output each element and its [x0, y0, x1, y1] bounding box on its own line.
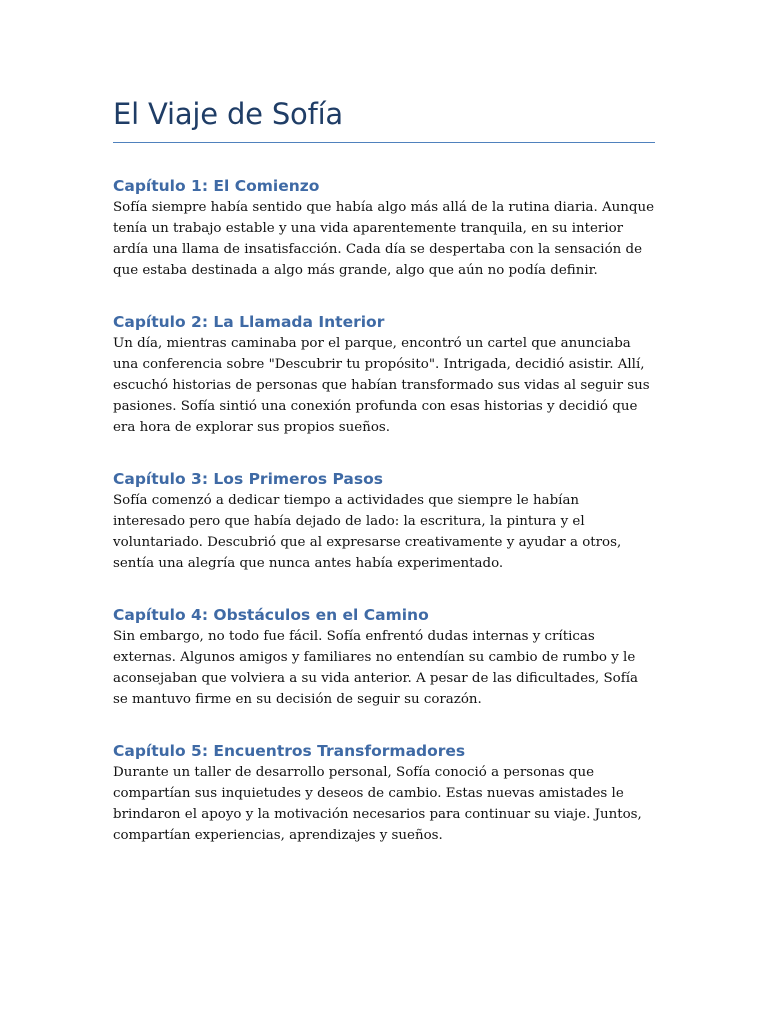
chapter-2	[113, 311, 655, 438]
chapter-1	[113, 175, 655, 281]
chapter-heading: Capítulo 1: El Comienzo	[113, 177, 320, 195]
document-page	[113, 94, 655, 846]
chapter-paragraph: Sofía siempre había sentido que había algo más allá de la rutina diaria. Aunque tenía un trabajo estable y una vida aparentemente tranquila, en su interior ardía una llama de insatisfacción. Cada día se despertaba con la sensación de que estaba destinada a algo más grande, algo que aún no podía definir.	[113, 200, 655, 278]
chapter-paragraph: Durante un taller de desarrollo personal, Sofía conoció a personas que compartían sus inquietudes y deseos de cambio. Estas nuevas amistades le brindaron el apoyo y la motivación necesarios para continuar su viaje. Juntos, compartían experiencias, aprendizajes y sueños.	[113, 765, 642, 843]
chapter-paragraph: Sin embargo, no todo fue fácil. Sofía enfrentó dudas internas y críticas externas. Algunos amigos y familiares no entendían su cambio de rumbo y le aconsejaban que volviera a su vida anterior. A pesar de las dificultades, Sofía se mantuvo firme en su decisión de seguir su corazón.	[113, 629, 638, 707]
document-title: El Viaje de Sofía	[113, 94, 655, 143]
chapter-paragraph: Sofía comenzó a dedicar tiempo a actividades que siempre le habían interesado pero que había dejado de lado: la escritura, la pintura y el voluntariado. Descubrió que al expresarse creativamente y ayudar a otros, sentía una alegría que nunca antes había experimentado.	[113, 493, 622, 571]
chapter-heading: Capítulo 3: Los Primeros Pasos	[113, 470, 383, 488]
chapter-3	[113, 468, 655, 574]
chapter-heading: Capítulo 5: Encuentros Transformadores	[113, 742, 466, 760]
chapter-4	[113, 604, 655, 710]
chapter-heading: Capítulo 4: Obstáculos en el Camino	[113, 606, 429, 624]
chapter-5	[113, 740, 655, 846]
chapter-heading: Capítulo 2: La Llamada Interior	[113, 313, 385, 331]
chapter-paragraph: Un día, mientras caminaba por el parque, encontró un cartel que anunciaba una conferencia sobre "Descubrir tu propósito". Intrigada, decidió asistir. Allí, escuchó historias de personas que habían transformado sus vidas al seguir sus pasiones. Sofía sintió una conexión profunda con esas historias y decidió que era hora de explorar sus propios sueños.	[113, 336, 650, 435]
